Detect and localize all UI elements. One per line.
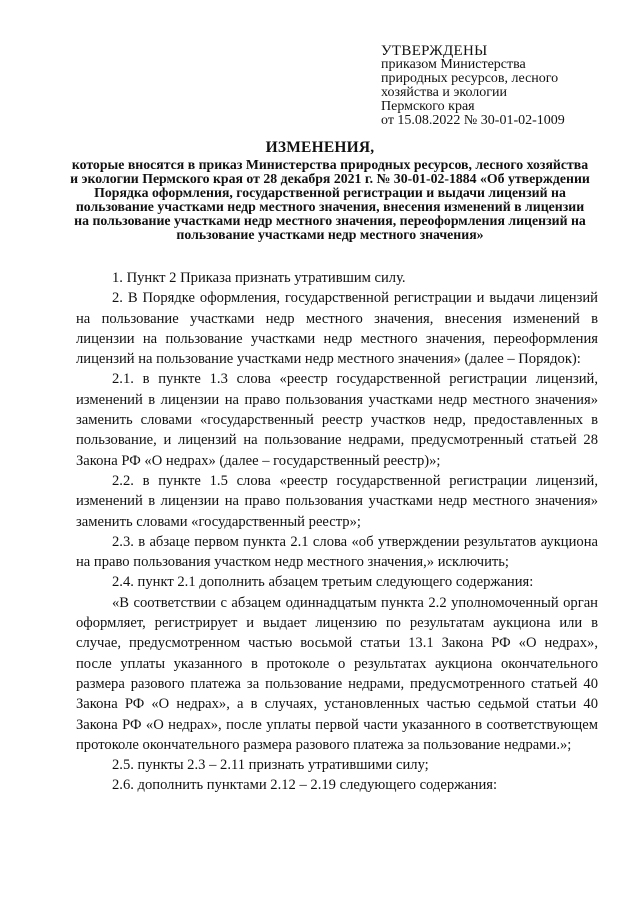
paragraph: 2.2. в пункте 1.5 слова «реестр государственной регистрации лицензий, изменений в лицензии на право пользования участками недр местного значения» заменить словами «государственный реестр»; — [76, 472, 598, 530]
paragraph: «В соответствии с абзацем одиннадцатым пункта 2.2 уполномоченный орган оформляет, регистрирует и выдает лицензию по результатам аукциона или в случае, предусмотренном частью восьмой статьи 13.1 Закона РФ «О недрах», после уплаты указанного в протоколе о результатах аукциона окончательного размера разового платежа за пользование недрами, предусмотренного статьей 40 Закона РФ «О недрах», а в случаях, установленных частью седьмой статьи 40 Закона РФ «О недрах», после уплаты первой части указанного в соответствующем протоколе окончательного размера разового платежа за пользование недрами.»; — [76, 594, 598, 753]
approval-line: природных ресурсов, лесного — [381, 71, 559, 86]
document-body — [76, 268, 598, 796]
paragraph: 2. В Порядке оформления, государственной регистрации и выдачи лицензий на пользование участками недр местного значения, внесения изменений в лицензии на пользование участками недр местного значения, переоформления лицензий на пользование участками недр местного значения» (далее – Порядок): — [76, 290, 598, 368]
paragraph: 2.3. в абзаце первом пункта 2.1 слова «об утверждении результатов аукциона на право пользования участком недр местного значения,» исключить; — [76, 533, 598, 571]
document-title: ИЗМЕНЕНИЯ, — [265, 139, 375, 156]
paragraph: 2.6. дополнить пунктами 2.12 – 2.19 следующего содержания: — [112, 777, 498, 794]
paragraph: 2.1. в пункте 1.3 слова «реестр государственной регистрации лицензий, изменений в лицензии на право пользования участками недр местного значения» заменить словами «государственный реестр участков недр, предоставленных в пользование, и лицензий на пользование недрами, предусмотренный статьей 28 Закона РФ «О недрах» (далее – государственный реестр)»; — [76, 371, 598, 469]
approval-line: Пермского края — [381, 99, 475, 114]
approval-line: от 15.08.2022 № 30-01-02-1009 — [381, 113, 565, 128]
approval-heading: УТВЕРЖДЕНЫ — [381, 43, 488, 59]
approval-stamp — [381, 44, 631, 128]
paragraph: 2.5. пункты 2.3 – 2.11 признать утратившими силу; — [112, 757, 429, 774]
approval-line: приказом Министерства — [381, 57, 526, 72]
approval-line: хозяйства и экологии — [381, 85, 508, 100]
paragraph: 1. Пункт 2 Приказа признать утратившим силу. — [112, 270, 406, 286]
document-subtitle: которые вносятся в приказ Министерства природных ресурсов, лесного хозяйства и экологии Пермского края от 28 декабря 2021 г. № 30-01-02-1884 «Об утверждении Порядка оформления, государственной регистрации и выдачи лицензий на пользование участками недр местного значения, внесения изменений в лицензии на пользование участками недр местного значения, переоформления лицензий на пользование участками недр местного значения» — [70, 157, 590, 243]
paragraph: 2.4. пункт 2.1 дополнить абзацем третьим следующего содержания: — [112, 574, 534, 591]
